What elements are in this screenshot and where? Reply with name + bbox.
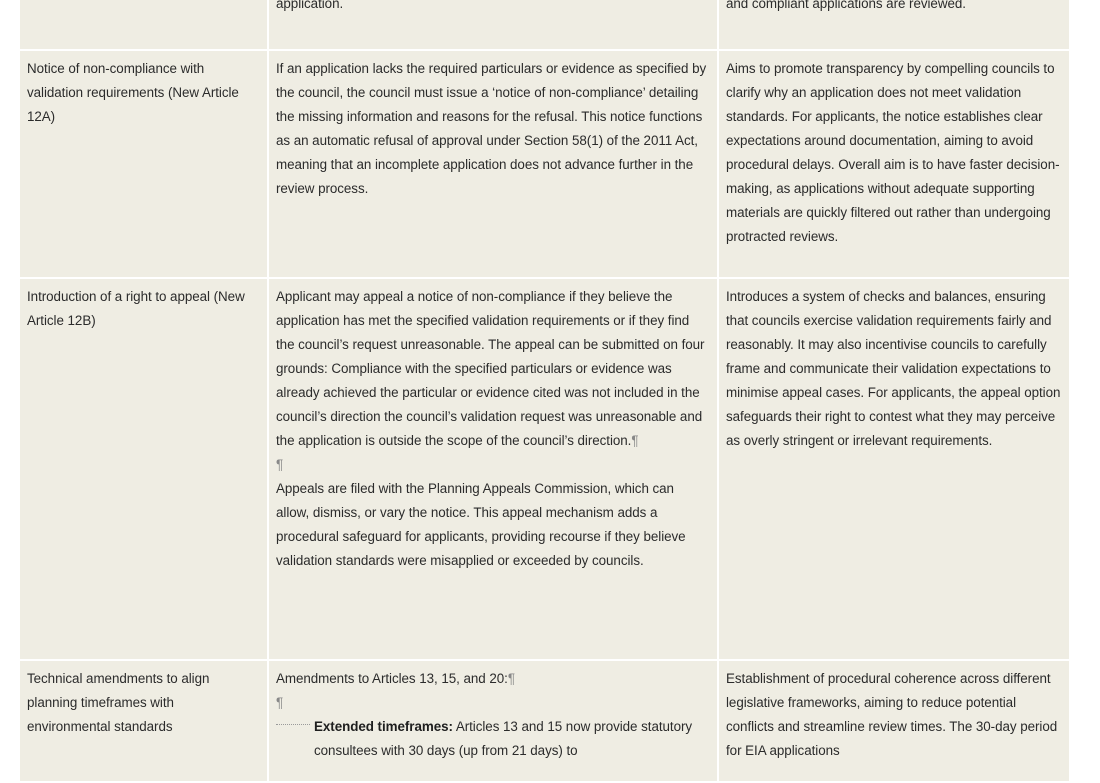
description-text: Applicant may appeal a notice of non-compliance if they believe the application has met the specified validation requirements or if they find the council’s request unreasonable. The appeal can be submitted on four grounds: Compliance with the specified particulars or evidence was already achieved the particular or evidence cited was not included in the council’s direction the council’s validation request was unreasonable and the application is outside the scope of the council’s direction.¶ — [276, 289, 705, 448]
row-impact-cell — [719, 661, 1069, 781]
row-title-cell — [20, 279, 269, 659]
table-row — [20, 279, 1069, 661]
paragraph-mark-line — [276, 453, 710, 477]
description-text: Amendments to Articles 13, 15, and 20:¶ — [276, 671, 515, 686]
row-title-cell — [20, 661, 269, 781]
table-row — [20, 661, 1069, 783]
description-text: Appeals are filed with the Planning Appeals Commission, which can allow, dismiss, or vary the notice. This appeal mechanism adds a procedural safeguard for applicants, providing recourse if they believe validation standards were misapplied or exceeded by councils. — [276, 481, 686, 568]
row-description-cell — [269, 279, 719, 659]
row-impact-cell — [719, 51, 1069, 277]
row-description-cell — [269, 661, 719, 781]
row-title: Notice of non-compliance with validation requirements (New Article 12A) — [27, 61, 239, 124]
row-description-cell — [269, 0, 719, 49]
pilcrow-mark: ¶ — [276, 457, 284, 472]
row-title: Technical amendments to align planning timeframes with environmental standards — [27, 671, 210, 734]
row-description-cell — [269, 51, 719, 277]
row-impact-cell — [719, 0, 1069, 49]
impact-text: Establishment of procedural coherence across different legislative frameworks, aiming to reduce potential conflicts and streamline review times. The 30-day period for EIA applications — [726, 671, 1058, 758]
table-row — [20, 0, 1069, 51]
bullet-text: Articles 13 and 15 now provide statutory consultees with 30 days (up from 21 days) to — [314, 719, 693, 758]
bullet-item — [276, 715, 710, 763]
description-text: If an application lacks the required particulars or evidence as specified by the council, the council must issue a ‘notice of non-compliance’ detailing the missing information and reasons for the refusal. This notice functions as an automatic refusal of approval under Section 58(1) of the 2011 Act, meaning that an incomplete application does not advance further in the review process. — [276, 61, 707, 196]
legislation-table — [20, 0, 1069, 783]
row-title-cell — [20, 0, 269, 49]
impact-text: Introduces a system of checks and balances, ensuring that councils exercise validation requirements fairly and reasonably. It may also incentivise councils to carefully frame and communicate their validation expectations to minimise appeal cases. For applicants, the appeal option safeguards their right to contest what they may perceive as overly stringent or irrelevant requirements. — [726, 289, 1061, 448]
bullet-heading: Extended timeframes: — [314, 719, 453, 734]
row-title-cell — [20, 51, 269, 277]
pilcrow-mark: ¶ — [276, 695, 284, 710]
impact-text: Aims to promote transparency by compelling councils to clarify why an application does not meet validation standards. For applicants, the notice establishes clear expectations around documentation, aiming to avoid procedural delays. Overall aim is to have faster decision-making, as applications without adequate supporting materials are quickly filtered out rather than undergoing protracted reviews. — [726, 61, 1060, 244]
row-title: Introduction of a right to appeal (New Article 12B) — [27, 289, 245, 328]
tab-leader — [276, 724, 310, 725]
row-impact-cell — [719, 279, 1069, 659]
pilcrow-mark: ¶ — [507, 671, 515, 686]
paragraph-mark-line — [276, 691, 710, 715]
description-text: application. — [276, 0, 344, 11]
impact-text: and compliant applications are reviewed. — [726, 0, 966, 11]
pilcrow-mark: ¶ — [631, 433, 639, 448]
table-row — [20, 51, 1069, 279]
